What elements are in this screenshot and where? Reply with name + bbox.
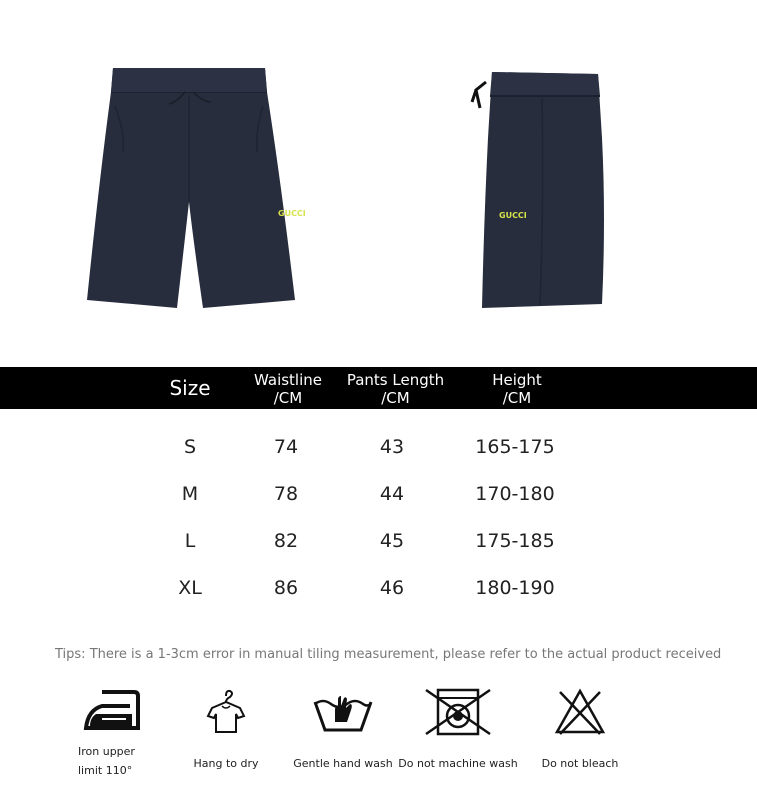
height-header	[472, 371, 562, 407]
pants-length-header-unit: /CM	[381, 389, 410, 407]
size-cell: XL	[178, 577, 202, 599]
length-cell: 46	[379, 577, 405, 599]
hanger-icon	[204, 688, 248, 734]
no-machine-wash-icon	[424, 688, 492, 736]
iron-label-line2: limit 110°	[78, 764, 133, 777]
height-cell: 180-190	[475, 577, 555, 599]
table-row	[0, 577, 757, 607]
care-item-hang	[188, 688, 264, 773]
shorts-front-image	[85, 62, 306, 312]
length-cell: 44	[379, 483, 405, 505]
waistline-header	[243, 371, 333, 407]
handwash-label: Gentle hand wash	[293, 757, 393, 770]
waist-cell: 86	[273, 577, 299, 599]
size-cell: M	[181, 483, 199, 505]
care-item-iron	[78, 688, 146, 780]
length-cell: 43	[379, 436, 405, 458]
hang-label: Hang to dry	[193, 757, 259, 770]
size-cell: L	[184, 530, 196, 552]
no-bleach-label: Do not bleach	[541, 757, 619, 770]
table-row	[0, 530, 757, 560]
table-row	[0, 483, 757, 513]
care-item-no-bleach	[528, 688, 632, 773]
hand-wash-icon	[313, 688, 373, 734]
side-logo-text: GUCCI	[499, 211, 527, 220]
shorts-side-image	[470, 68, 610, 312]
product-photos	[0, 0, 757, 360]
waistline-header-label: Waistline	[254, 371, 322, 389]
length-cell: 45	[379, 530, 405, 552]
waistline-header-unit: /CM	[273, 389, 303, 407]
size-header: Size	[169, 376, 211, 400]
no-bleach-icon	[554, 688, 606, 736]
height-header-label: Height	[492, 371, 542, 389]
pants-length-header	[338, 371, 453, 407]
front-logo-text: GUCCI	[278, 209, 306, 218]
height-cell: 165-175	[475, 436, 555, 458]
measurement-tips: Tips: There is a 1-3cm error in manual tiling measurement, please refer to the actual product received	[55, 647, 722, 662]
care-item-no-machine-wash	[398, 688, 518, 773]
size-cell: S	[183, 436, 197, 458]
iron-label-line1: Iron upper	[78, 745, 135, 758]
pants-length-header-label: Pants Length	[346, 371, 445, 389]
waist-cell: 78	[273, 483, 299, 505]
waist-cell: 74	[273, 436, 299, 458]
height-header-unit: /CM	[502, 389, 532, 407]
waist-cell: 82	[273, 530, 299, 552]
height-cell: 170-180	[475, 483, 555, 505]
table-row	[0, 436, 757, 466]
no-machine-wash-label: Do not machine wash	[398, 757, 518, 770]
iron-icon	[82, 688, 142, 734]
size-table-header	[0, 367, 757, 409]
care-item-handwash	[293, 688, 393, 773]
height-cell: 175-185	[475, 530, 555, 552]
